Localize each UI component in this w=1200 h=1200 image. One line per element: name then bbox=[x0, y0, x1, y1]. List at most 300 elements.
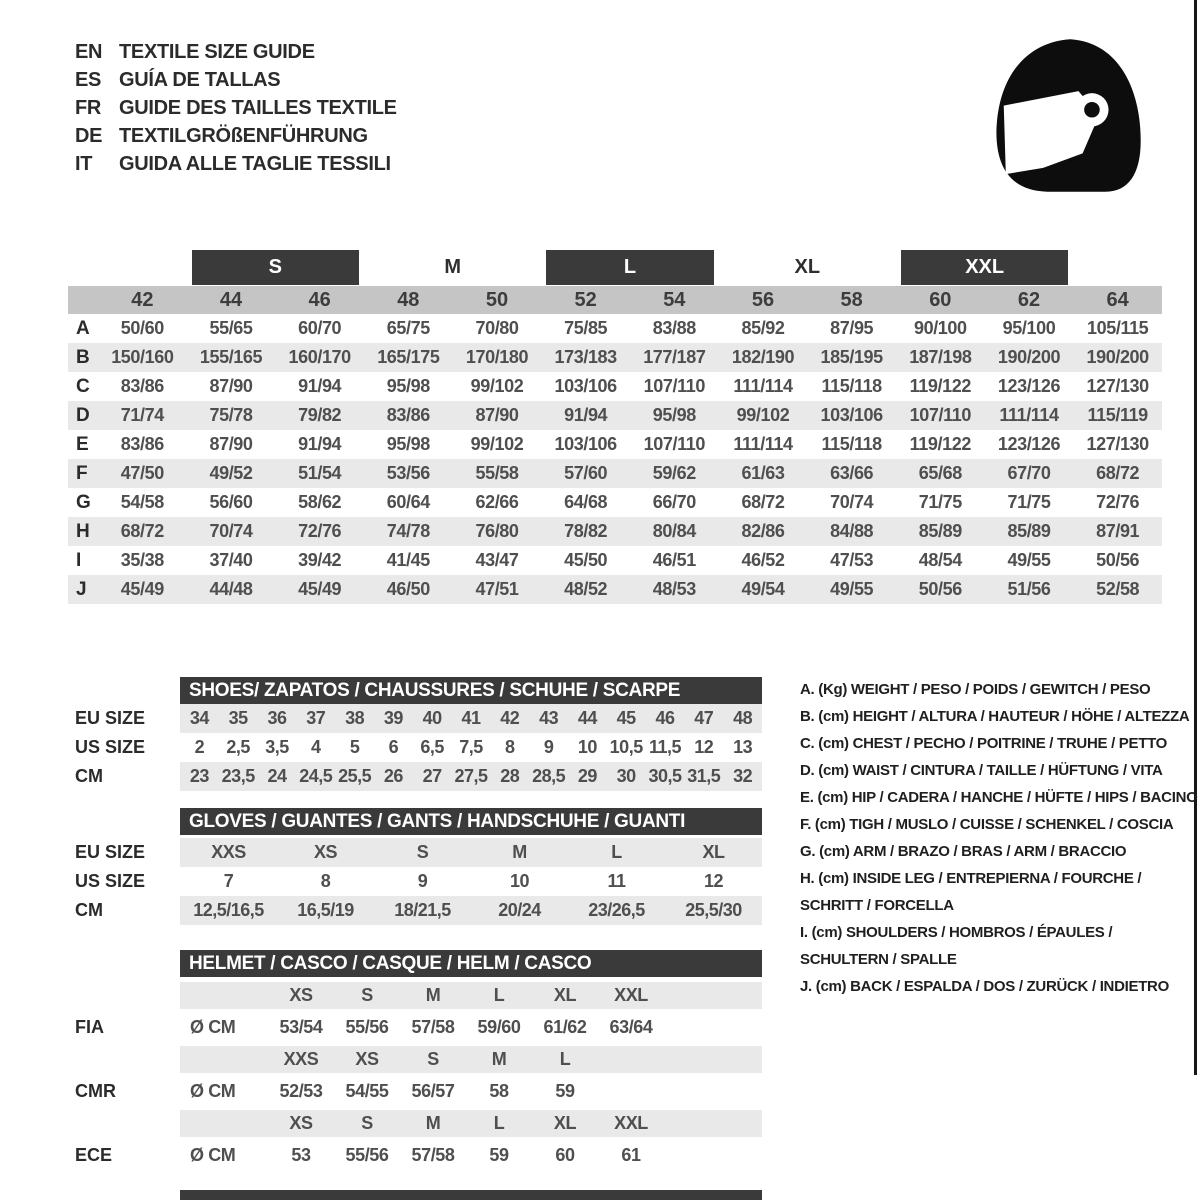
table-cell: 5 bbox=[349, 737, 360, 757]
table-cell: 34 bbox=[189, 708, 209, 728]
table-cell: L bbox=[493, 1113, 505, 1133]
table-cell: 111/114 bbox=[999, 405, 1059, 425]
size-group-label: M bbox=[444, 256, 461, 278]
table-cell: 2 bbox=[194, 737, 205, 757]
table-cell: 90/100 bbox=[913, 318, 967, 338]
table-row bbox=[68, 372, 1162, 401]
table-cell: 23,5 bbox=[221, 766, 255, 786]
table-cell: 30 bbox=[616, 766, 636, 786]
table-row bbox=[68, 1078, 1162, 1105]
numeric-size-row bbox=[68, 286, 1162, 314]
table-cell: 47 bbox=[694, 708, 714, 728]
table-cell: 60 bbox=[555, 1145, 575, 1165]
row-letter: F bbox=[76, 462, 88, 484]
table-cell: 70/80 bbox=[475, 318, 519, 338]
table-row bbox=[68, 1142, 1162, 1169]
table-cell: 83/86 bbox=[120, 376, 164, 396]
table-cell: S bbox=[361, 985, 373, 1005]
table-cell: 48/53 bbox=[652, 579, 696, 599]
table-cell: 53 bbox=[291, 1145, 311, 1165]
table-cell: 107/110 bbox=[643, 376, 705, 396]
table-cell: 87/90 bbox=[475, 405, 519, 425]
language-code: FR bbox=[75, 96, 102, 119]
table-cell: 177/187 bbox=[643, 347, 706, 367]
table-cell: 165/175 bbox=[377, 347, 440, 367]
table-cell: 55/58 bbox=[475, 463, 519, 483]
table-cell: XS bbox=[313, 842, 337, 862]
shoes-section-title: SHOES/ ZAPATOS / CHAUSSURES / SCHUHE / SCARPE bbox=[180, 677, 762, 704]
table-cell: 187/198 bbox=[909, 347, 972, 367]
table-cell: 53/56 bbox=[386, 463, 430, 483]
table-cell: 190/200 bbox=[997, 347, 1061, 367]
table-cell: 10 bbox=[509, 871, 530, 891]
table-cell: 56/60 bbox=[209, 492, 253, 512]
table-cell: 52/58 bbox=[1096, 579, 1140, 599]
table-cell: 103/106 bbox=[820, 405, 883, 425]
table-cell: 160/170 bbox=[288, 347, 351, 367]
table-cell: 41 bbox=[461, 708, 481, 728]
table-cell: 103/106 bbox=[554, 376, 617, 396]
table-cell: 107/110 bbox=[909, 405, 971, 425]
legend-line: I. (cm) SHOULDERS / HOMBROS / ÉPAULES / SCHULTERN / SPALLE bbox=[800, 924, 1113, 968]
table-cell: 127/130 bbox=[1086, 434, 1149, 454]
table-cell: 57/58 bbox=[411, 1145, 455, 1165]
table-cell: 83/86 bbox=[120, 434, 164, 454]
table-cell: 28,5 bbox=[532, 766, 566, 786]
table-cell: 48/52 bbox=[564, 579, 608, 599]
table-cell: 95/98 bbox=[386, 376, 430, 396]
value-band bbox=[180, 838, 762, 867]
table-cell: 16,5/19 bbox=[297, 900, 354, 920]
table-cell: 123/126 bbox=[997, 376, 1061, 396]
table-cell: 8 bbox=[505, 737, 515, 757]
value-band bbox=[180, 896, 762, 925]
table-cell: 111/114 bbox=[733, 434, 793, 454]
unit-label: Ø CM bbox=[190, 1145, 236, 1165]
legend-line: D. (cm) WAIST / CINTURA / TAILLE / HÜFTUNG / VITA bbox=[800, 762, 1163, 779]
table-cell: 75/85 bbox=[564, 318, 608, 338]
table-cell: 37/40 bbox=[209, 550, 253, 570]
legend-line: B. (cm) HEIGHT / ALTURA / HAUTEUR / HÖHE / ALTEZZA bbox=[800, 708, 1190, 725]
table-cell: L bbox=[611, 842, 622, 862]
table-cell: 85/89 bbox=[1007, 521, 1051, 541]
value-band bbox=[180, 982, 762, 1009]
table-cell: 11 bbox=[607, 871, 626, 891]
table-cell: 72/76 bbox=[1096, 492, 1140, 512]
row-letter: D bbox=[76, 404, 90, 426]
table-cell: 70/74 bbox=[209, 521, 253, 541]
table-cell: 59/62 bbox=[652, 463, 696, 483]
table-cell: 49/55 bbox=[1007, 550, 1051, 570]
size-number: 52 bbox=[574, 288, 597, 311]
legend-line: E. (cm) HIP / CADERA / HANCHE / HÜFTE / HIPS / BACINO bbox=[800, 789, 1198, 806]
table-cell: 58 bbox=[489, 1081, 509, 1101]
table-cell: XL bbox=[702, 842, 725, 862]
table-cell: 30,5 bbox=[648, 766, 682, 786]
table-cell: 27,5 bbox=[454, 766, 488, 786]
row-letter: H bbox=[76, 520, 90, 542]
table-row bbox=[68, 314, 1162, 343]
table-cell: XS bbox=[355, 1049, 379, 1069]
legend-line: H. (cm) INSIDE LEG / ENTREPIERNA / FOURCHE / SCHRITT / FORCELLA bbox=[800, 870, 1142, 914]
table-cell: 99/102 bbox=[470, 376, 524, 396]
table-cell: 70/74 bbox=[830, 492, 874, 512]
table-cell: 48/54 bbox=[918, 550, 962, 570]
table-cell: 48 bbox=[733, 708, 753, 728]
table-cell: 39/42 bbox=[298, 550, 342, 570]
size-group-label: XL bbox=[794, 256, 821, 278]
table-cell: 50/56 bbox=[1096, 550, 1140, 570]
table-cell: 44 bbox=[577, 708, 597, 728]
value-band bbox=[180, 1046, 762, 1073]
table-cell: 47/53 bbox=[830, 550, 874, 570]
table-cell: 54/58 bbox=[120, 492, 164, 512]
table-cell: 67/70 bbox=[1007, 463, 1051, 483]
table-cell: 84/88 bbox=[830, 521, 874, 541]
table-cell: 170/180 bbox=[465, 347, 529, 367]
table-cell: 75/78 bbox=[209, 405, 253, 425]
table-cell: 115/118 bbox=[821, 434, 882, 454]
table-cell: 25,5 bbox=[338, 766, 372, 786]
size-number: 44 bbox=[219, 288, 243, 311]
size-number: 60 bbox=[929, 288, 952, 311]
table-cell: S bbox=[416, 842, 429, 862]
table-cell: 8 bbox=[320, 871, 331, 891]
table-cell: M bbox=[491, 1049, 507, 1069]
table-cell: 23 bbox=[189, 766, 209, 786]
table-cell: 85/89 bbox=[918, 521, 962, 541]
table-row bbox=[68, 488, 1162, 517]
value-band bbox=[180, 1142, 762, 1169]
size-number: 62 bbox=[1017, 288, 1041, 311]
language-row bbox=[75, 38, 397, 66]
size-number: 48 bbox=[397, 288, 420, 311]
table-row bbox=[68, 401, 1162, 430]
row-letter: I bbox=[76, 549, 82, 571]
table-cell: 9 bbox=[543, 737, 554, 757]
table-cell: XL bbox=[553, 985, 577, 1005]
table-cell: 46/51 bbox=[652, 550, 696, 570]
table-cell: XS bbox=[289, 1113, 313, 1133]
table-cell: 29 bbox=[577, 766, 597, 786]
table-cell: 39 bbox=[383, 708, 403, 728]
table-cell: 20/24 bbox=[498, 900, 541, 920]
table-cell: 150/160 bbox=[111, 347, 174, 367]
table-cell: 115/119 bbox=[1087, 405, 1148, 425]
row-label: CM bbox=[75, 900, 103, 920]
table-cell: 65/75 bbox=[386, 318, 430, 338]
table-row bbox=[68, 1110, 1162, 1137]
table-cell: 65/68 bbox=[918, 463, 962, 483]
table-cell: 68/72 bbox=[1096, 463, 1140, 483]
table-cell: 60/70 bbox=[298, 318, 342, 338]
row-label: EU SIZE bbox=[75, 842, 146, 862]
table-cell: 59 bbox=[489, 1145, 509, 1165]
table-cell: 46/52 bbox=[741, 550, 785, 570]
measurement-rows bbox=[68, 314, 1162, 604]
row-letter: E bbox=[76, 433, 89, 455]
language-row bbox=[75, 66, 397, 94]
table-cell: 47/51 bbox=[475, 579, 519, 599]
table-cell: 32 bbox=[733, 766, 753, 786]
table-cell: 37 bbox=[306, 708, 326, 728]
table-cell: 36 bbox=[267, 708, 287, 728]
table-cell: 87/90 bbox=[209, 376, 253, 396]
table-cell: 38 bbox=[345, 708, 365, 728]
table-cell: XXL bbox=[614, 985, 648, 1005]
table-cell: 45/49 bbox=[120, 579, 164, 599]
table-cell: 59 bbox=[555, 1081, 575, 1101]
table-cell: 66/70 bbox=[652, 492, 696, 512]
measurement-legend bbox=[800, 676, 1200, 1000]
table-cell: 27 bbox=[422, 766, 442, 786]
table-cell: 79/82 bbox=[298, 405, 342, 425]
table-cell: M bbox=[512, 842, 527, 862]
table-cell: 47/50 bbox=[120, 463, 164, 483]
table-row bbox=[68, 546, 1162, 575]
table-cell: 31,5 bbox=[687, 766, 721, 786]
table-cell: 11,5 bbox=[648, 737, 682, 757]
language-title: TEXTILGRÖßENFÜHRUNG bbox=[119, 124, 368, 147]
value-band bbox=[180, 867, 762, 896]
size-group-label: S bbox=[192, 250, 359, 285]
table-cell: 99/102 bbox=[470, 434, 524, 454]
legend-line: F. (cm) TIGH / MUSLO / CUISSE / SCHENKEL / COSCIA bbox=[800, 816, 1174, 833]
table-cell: 123/126 bbox=[997, 434, 1061, 454]
table-cell: 45/50 bbox=[564, 550, 608, 570]
table-cell: 12 bbox=[694, 737, 714, 757]
legend-line: G. (cm) ARM / BRAZO / BRAS / ARM / BRACCIO bbox=[800, 843, 1127, 860]
table-cell: XXS bbox=[283, 1049, 319, 1069]
row-letter: A bbox=[76, 317, 90, 339]
gloves-section-title: GLOVES / GUANTES / GANTS / HANDSCHUHE / GUANTI bbox=[180, 808, 762, 835]
table-cell: 4 bbox=[311, 737, 321, 757]
table-cell: 155/165 bbox=[199, 347, 263, 367]
table-cell: 127/130 bbox=[1086, 376, 1149, 396]
size-number: 56 bbox=[751, 288, 775, 311]
legend-line: A. (Kg) WEIGHT / PESO / POIDS / GEWITCH / PESO bbox=[800, 681, 1151, 698]
size-number: 64 bbox=[1106, 288, 1129, 311]
table-cell: 42 bbox=[500, 708, 520, 728]
language-title: GUIDE DES TAILLES TEXTILE bbox=[119, 96, 397, 119]
table-cell: 49/55 bbox=[830, 579, 874, 599]
table-cell: 95/100 bbox=[1002, 318, 1056, 338]
table-cell: S bbox=[361, 1113, 373, 1133]
language-row bbox=[75, 122, 397, 150]
legend-line: C. (cm) CHEST / PECHO / POITRINE / TRUHE / PETTO bbox=[800, 735, 1168, 752]
table-cell: 45/49 bbox=[298, 579, 342, 599]
table-cell: 71/74 bbox=[120, 405, 164, 425]
table-cell: XXL bbox=[614, 1113, 648, 1133]
table-cell: 10 bbox=[577, 737, 597, 757]
table-cell: 68/72 bbox=[741, 492, 785, 512]
table-cell: 24,5 bbox=[299, 766, 333, 786]
table-cell: 49/54 bbox=[741, 579, 785, 599]
table-cell: 2,5 bbox=[226, 737, 250, 757]
table-cell: 53/54 bbox=[279, 1017, 323, 1037]
table-cell: 55/56 bbox=[345, 1145, 389, 1165]
table-cell: 10,5 bbox=[609, 737, 643, 757]
value-band bbox=[180, 733, 762, 762]
unit-label: Ø CM bbox=[190, 1081, 236, 1101]
table-cell: 6,5 bbox=[420, 737, 444, 757]
table-cell: 190/200 bbox=[1086, 347, 1149, 367]
language-title: TEXTILE SIZE GUIDE bbox=[119, 40, 315, 63]
table-cell: 95/98 bbox=[386, 434, 430, 454]
value-band bbox=[180, 1078, 762, 1105]
table-cell: 107/110 bbox=[643, 434, 705, 454]
size-group-label: XXL bbox=[901, 250, 1068, 285]
table-cell: M bbox=[425, 985, 441, 1005]
table-cell: 7,5 bbox=[459, 737, 483, 757]
table-cell: 50/60 bbox=[120, 318, 164, 338]
language-title: GUÍA DE TALLAS bbox=[119, 68, 281, 91]
table-cell: 12 bbox=[703, 871, 724, 891]
table-cell: 43/47 bbox=[475, 550, 519, 570]
language-code: DE bbox=[75, 124, 103, 147]
table-cell: 72/76 bbox=[298, 521, 342, 541]
table-cell: L bbox=[493, 985, 505, 1005]
table-cell: 173/183 bbox=[554, 347, 617, 367]
table-cell: 71/75 bbox=[918, 492, 962, 512]
language-code: EN bbox=[75, 40, 103, 63]
language-title-list bbox=[75, 38, 397, 178]
standard-label bbox=[68, 982, 180, 1009]
table-cell: 68/72 bbox=[120, 521, 164, 541]
table-row bbox=[68, 575, 1162, 604]
table-cell: 55/65 bbox=[209, 318, 253, 338]
language-code: ES bbox=[75, 68, 102, 91]
table-cell: 119/122 bbox=[909, 434, 971, 454]
value-band bbox=[180, 704, 762, 733]
table-cell: 57/58 bbox=[411, 1017, 455, 1037]
standard-label: CMR bbox=[75, 1081, 116, 1101]
row-letter: J bbox=[76, 578, 87, 600]
table-cell: 6 bbox=[388, 737, 399, 757]
size-number: 54 bbox=[663, 288, 686, 311]
table-cell: 40 bbox=[422, 708, 442, 728]
row-letter: B bbox=[76, 346, 90, 368]
table-cell: M bbox=[425, 1113, 441, 1133]
textile-size-table bbox=[68, 250, 1162, 604]
table-cell: 56/57 bbox=[411, 1081, 455, 1101]
unit-label: Ø CM bbox=[190, 1017, 236, 1037]
table-cell: 82/86 bbox=[741, 521, 785, 541]
table-cell: 182/190 bbox=[731, 347, 795, 367]
table-cell: 59/60 bbox=[477, 1017, 521, 1037]
standard-label: ECE bbox=[75, 1145, 113, 1165]
table-cell: 85/92 bbox=[741, 318, 785, 338]
table-cell: 87/90 bbox=[209, 434, 253, 454]
table-cell: 3,5 bbox=[265, 737, 289, 757]
cropped-next-section-bar bbox=[180, 1190, 762, 1200]
table-cell: 91/94 bbox=[298, 376, 342, 396]
language-code: IT bbox=[75, 152, 93, 175]
table-cell: 35 bbox=[228, 708, 248, 728]
standard-label bbox=[68, 1046, 180, 1073]
standard-label bbox=[68, 1110, 180, 1137]
table-cell: 51/56 bbox=[1007, 579, 1051, 599]
size-number: 46 bbox=[308, 288, 331, 311]
table-cell: 119/122 bbox=[909, 376, 971, 396]
table-cell: 46 bbox=[655, 708, 675, 728]
table-cell: XL bbox=[553, 1113, 577, 1133]
table-cell: 95/98 bbox=[652, 405, 696, 425]
table-cell: 87/91 bbox=[1096, 521, 1140, 541]
table-cell: 7 bbox=[223, 871, 234, 891]
row-label: US SIZE bbox=[75, 737, 146, 757]
table-cell: S bbox=[427, 1049, 439, 1069]
table-cell: 60/64 bbox=[386, 492, 430, 512]
table-cell: 71/75 bbox=[1007, 492, 1051, 512]
table-cell: 63/66 bbox=[830, 463, 874, 483]
table-row bbox=[68, 1014, 1162, 1041]
row-letter: C bbox=[76, 375, 90, 397]
table-cell: 57/60 bbox=[564, 463, 608, 483]
table-cell: XS bbox=[289, 985, 313, 1005]
table-cell: 87/95 bbox=[830, 318, 874, 338]
size-group-label: L bbox=[546, 250, 713, 285]
table-row bbox=[68, 517, 1162, 546]
row-letter: G bbox=[76, 491, 91, 513]
table-cell: 28 bbox=[500, 766, 520, 786]
table-cell: 23/26,5 bbox=[588, 900, 645, 920]
table-cell: 25,5/30 bbox=[685, 900, 742, 920]
table-cell: 62/66 bbox=[475, 492, 519, 512]
table-cell: 83/86 bbox=[386, 405, 430, 425]
table-cell: 9 bbox=[417, 871, 428, 891]
table-cell: 63/64 bbox=[609, 1017, 653, 1037]
table-cell: 51/54 bbox=[298, 463, 342, 483]
size-group-header-row bbox=[68, 250, 1162, 285]
table-cell: 26 bbox=[383, 766, 403, 786]
table-row bbox=[68, 343, 1162, 372]
table-row bbox=[68, 1046, 1162, 1073]
table-cell: 76/80 bbox=[475, 521, 519, 541]
value-band bbox=[180, 1110, 762, 1137]
row-label: CM bbox=[75, 766, 103, 786]
table-cell: 55/56 bbox=[345, 1017, 389, 1037]
table-cell: 54/55 bbox=[345, 1081, 389, 1101]
legend-line: J. (cm) BACK / ESPALDA / DOS / ZURÜCK / INDIETRO bbox=[800, 978, 1169, 995]
table-cell: 58/62 bbox=[298, 492, 342, 512]
helmet-rows bbox=[68, 982, 1162, 1169]
table-row bbox=[68, 459, 1162, 488]
row-label: US SIZE bbox=[75, 871, 146, 891]
table-cell: 12,5/16,5 bbox=[193, 900, 264, 920]
table-cell: 52/53 bbox=[279, 1081, 323, 1101]
size-number: 50 bbox=[485, 288, 509, 311]
helmet-section-title: HELMET / CASCO / CASQUE / HELM / CASCO bbox=[180, 950, 762, 977]
table-cell: 50/56 bbox=[918, 579, 962, 599]
table-cell: 91/94 bbox=[564, 405, 608, 425]
table-cell: 24 bbox=[267, 766, 287, 786]
table-cell: 74/78 bbox=[386, 521, 430, 541]
table-cell: 35/38 bbox=[120, 550, 164, 570]
table-cell: 105/115 bbox=[1087, 318, 1149, 338]
table-cell: L bbox=[559, 1049, 571, 1069]
language-row bbox=[75, 94, 397, 122]
table-cell: 83/88 bbox=[652, 318, 696, 338]
table-cell: 78/82 bbox=[564, 521, 608, 541]
table-cell: XXS bbox=[211, 842, 246, 862]
table-cell: 103/106 bbox=[554, 434, 617, 454]
value-band bbox=[180, 762, 762, 791]
table-cell: 45 bbox=[616, 708, 636, 728]
table-row bbox=[68, 430, 1162, 459]
table-cell: 49/52 bbox=[209, 463, 253, 483]
table-cell: 18/21,5 bbox=[394, 900, 451, 920]
